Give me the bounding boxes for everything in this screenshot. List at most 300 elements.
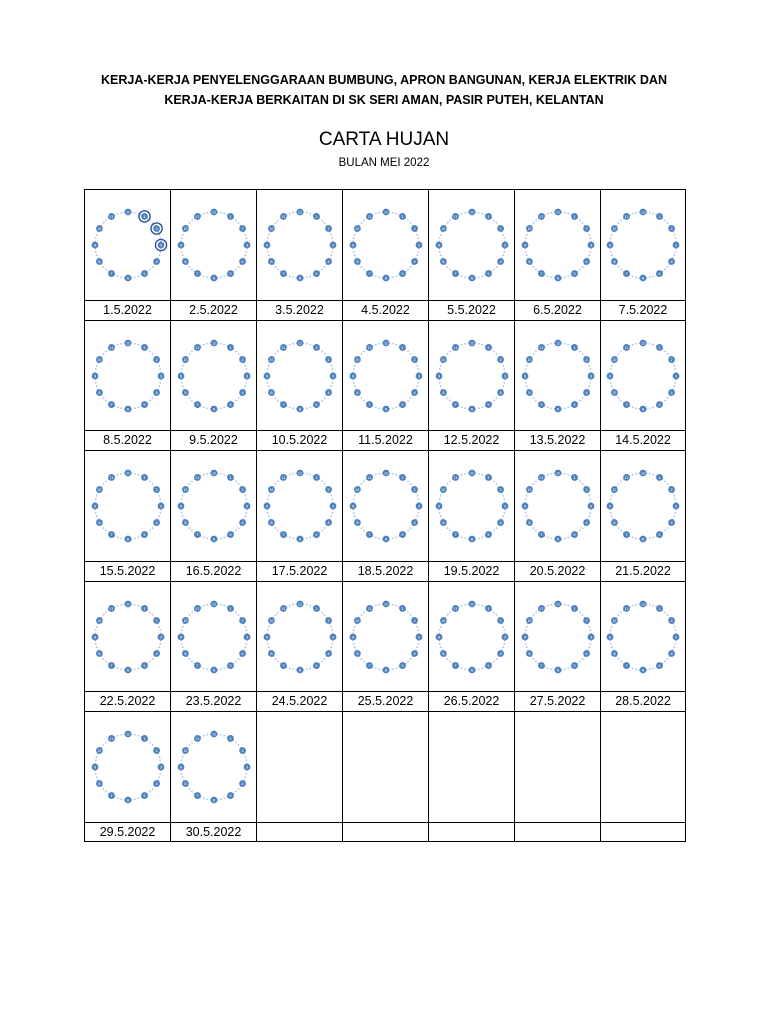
hour-label: 11 <box>280 214 286 219</box>
minute-dot <box>532 614 534 616</box>
minute-dot <box>120 603 122 605</box>
minute-dot <box>95 646 97 648</box>
minute-dot <box>105 220 107 222</box>
hour-label: 11 <box>194 214 200 219</box>
minute-dot <box>481 474 483 476</box>
hour-marker <box>329 633 336 640</box>
minute-dot <box>667 483 669 485</box>
minute-dot <box>416 646 418 648</box>
minute-dot <box>95 515 97 517</box>
hour-marker <box>485 531 492 538</box>
minute-dot <box>180 368 182 370</box>
hour-marker <box>182 225 189 232</box>
day-cell <box>170 450 256 561</box>
minute-dot <box>151 483 153 485</box>
minute-dot <box>588 385 590 387</box>
minute-dot <box>292 537 294 539</box>
minute-dot <box>323 483 325 485</box>
hour-marker <box>325 650 332 657</box>
minute-dot <box>180 381 182 383</box>
day-date-label: 11.5.2022 <box>342 430 428 450</box>
hour-label: 12 <box>297 471 302 476</box>
minute-dot <box>181 254 183 256</box>
minute-dot <box>502 254 504 256</box>
hour-marker <box>587 503 594 510</box>
minute-dot <box>94 368 96 370</box>
hour-label: 1 <box>486 344 490 350</box>
minute-dot <box>674 642 676 644</box>
minute-dot <box>378 473 380 475</box>
day-cell <box>428 450 514 561</box>
minute-dot <box>632 536 634 538</box>
hour-label: 12 <box>211 732 216 737</box>
minute-dot <box>493 611 495 613</box>
minute-dot <box>219 668 221 670</box>
hour-label: 9 <box>179 764 182 770</box>
minute-dot <box>120 212 122 214</box>
hour-marker <box>349 242 356 249</box>
minute-dot <box>223 667 225 669</box>
minute-dot <box>567 406 569 408</box>
minute-dot <box>206 212 208 214</box>
hour-label: 8 <box>97 519 101 525</box>
minute-dot <box>460 213 462 215</box>
minute-dot <box>331 368 333 370</box>
minute-dot <box>588 254 590 256</box>
minute-dot <box>133 603 135 605</box>
minute-dot <box>449 611 451 613</box>
minute-dot <box>323 614 325 616</box>
hour-marker <box>239 519 246 526</box>
minute-dot <box>360 527 362 529</box>
minute-dot <box>446 483 448 485</box>
hour-marker <box>280 401 287 408</box>
minute-dot <box>439 234 441 236</box>
hour-label: 9 <box>179 242 182 248</box>
hour-label: 8 <box>355 258 359 264</box>
minute-dot <box>363 220 365 222</box>
minute-dot <box>323 222 325 224</box>
hour-label: 1 <box>400 213 404 219</box>
minute-dot <box>563 212 565 214</box>
hour-label: 12 <box>469 340 474 345</box>
hour-label: 8 <box>97 389 101 395</box>
minute-dot <box>181 756 183 758</box>
minute-dot <box>493 399 495 401</box>
hour-marker <box>501 503 508 510</box>
hour-marker <box>526 486 533 493</box>
hour-marker <box>366 213 373 220</box>
hour-label: 2 <box>326 356 330 362</box>
hour-label: 2 <box>670 356 673 362</box>
hour-clock <box>174 205 254 285</box>
hour-marker <box>411 389 418 396</box>
hour-label: 11 <box>280 345 286 350</box>
hour-clock <box>174 597 254 677</box>
day-date-label: 15.5.2022 <box>84 561 170 581</box>
hour-marker <box>280 605 287 612</box>
day-date-label: 24.5.2022 <box>256 691 342 711</box>
hour-label: 5 <box>486 401 490 407</box>
minute-dot <box>331 512 333 514</box>
day-cell <box>600 189 686 300</box>
minute-dot <box>292 407 294 409</box>
hour-marker <box>668 258 675 265</box>
minute-dot <box>120 798 122 800</box>
day-date-label: 2.5.2022 <box>170 300 256 320</box>
hour-label: 5 <box>572 401 576 407</box>
minute-dot <box>477 473 479 475</box>
hour-label: 5 <box>142 792 146 798</box>
minute-dot <box>581 614 583 616</box>
hour-marker <box>182 747 189 754</box>
day-cell <box>514 581 600 691</box>
hour-label: 3 <box>331 242 334 248</box>
hour-marker <box>354 617 361 624</box>
minute-dot <box>673 625 675 627</box>
hour-label: 2 <box>412 617 416 623</box>
minute-dot <box>667 527 669 529</box>
minute-dot <box>277 530 279 532</box>
chart-title: CARTA HUJAN <box>318 129 450 150</box>
minute-dot <box>274 658 276 660</box>
minute-dot <box>481 667 483 669</box>
minute-dot <box>116 604 118 606</box>
hour-marker <box>656 401 663 408</box>
hour-label: 2 <box>326 486 330 492</box>
hour-marker <box>656 213 663 220</box>
minute-dot <box>120 276 122 278</box>
minute-dot <box>588 625 590 627</box>
minute-dot <box>378 342 380 344</box>
hour-marker <box>571 344 578 351</box>
minute-dot <box>137 275 139 277</box>
hour-marker <box>366 531 373 538</box>
hour-marker <box>313 605 320 612</box>
minute-dot <box>581 658 583 660</box>
document-heading-line-1: KERJA-KERJA PENYELENGGARAAN BUMBUNG, APRON BANGUNAN, KERJA ELEKTRIK DAN <box>100 73 667 87</box>
hour-label: 9 <box>437 503 440 509</box>
hour-label: 8 <box>527 258 531 264</box>
minute-dot <box>635 212 637 214</box>
hour-label: 3 <box>245 372 248 378</box>
minute-dot <box>493 660 495 662</box>
hour-label: 3 <box>159 242 162 248</box>
minute-dot <box>360 397 362 399</box>
hour-marker <box>583 519 590 526</box>
hour-marker <box>268 617 275 624</box>
minute-dot <box>374 343 376 345</box>
hour-label: 7 <box>281 270 285 276</box>
minute-dot <box>449 481 451 483</box>
hour-label: 4 <box>670 650 673 656</box>
hour-label: 4 <box>326 258 330 264</box>
hour-label: 12 <box>555 601 560 606</box>
hour-marker <box>138 211 149 222</box>
hour-label: 1 <box>658 605 661 611</box>
hour-label: 1 <box>314 344 318 350</box>
minute-dot <box>546 213 548 215</box>
minute-dot <box>363 611 365 613</box>
hour-label: 3 <box>589 242 592 248</box>
minute-dot <box>581 397 583 399</box>
minute-dot <box>120 473 122 475</box>
hour-label: 11 <box>108 475 114 480</box>
hour-label: 12 <box>125 210 130 215</box>
minute-dot <box>618 353 620 355</box>
hour-label: 9 <box>437 633 440 639</box>
hour-label: 4 <box>584 258 588 264</box>
minute-dot <box>502 385 504 387</box>
hour-label: 1 <box>228 474 232 480</box>
hour-label: 9 <box>437 242 440 248</box>
minute-dot <box>417 381 419 383</box>
minute-dot <box>133 212 135 214</box>
minute-dot <box>288 275 290 277</box>
minute-dot <box>105 742 107 744</box>
hour-marker <box>124 536 131 543</box>
hour-marker <box>526 519 533 526</box>
minute-dot <box>137 797 139 799</box>
minute-dot <box>219 734 221 736</box>
minute-dot <box>137 536 139 538</box>
minute-dot <box>374 213 376 215</box>
hour-clock <box>518 466 598 546</box>
minute-dot <box>409 353 411 355</box>
minute-dot <box>102 614 104 616</box>
hour-marker <box>141 735 148 742</box>
minute-dot <box>149 481 151 483</box>
hour-label: 2 <box>498 356 502 362</box>
minute-dot <box>360 266 362 268</box>
minute-dot <box>503 381 505 383</box>
hour-marker <box>194 474 201 481</box>
day-cell <box>170 581 256 691</box>
minute-dot <box>589 237 591 239</box>
minute-dot <box>391 407 393 409</box>
minute-dot <box>102 744 104 746</box>
minute-dot <box>664 481 666 483</box>
minute-dot <box>266 237 268 239</box>
minute-dot <box>525 254 527 256</box>
minute-dot <box>188 744 190 746</box>
minute-dot <box>331 629 333 631</box>
minute-dot <box>550 668 552 670</box>
hour-label: 10 <box>526 487 531 492</box>
hour-marker <box>177 372 184 379</box>
hour-marker <box>243 372 250 379</box>
minute-dot <box>477 276 479 278</box>
minute-dot <box>206 537 208 539</box>
minute-dot <box>158 495 160 497</box>
hour-label: 8 <box>97 780 101 786</box>
hour-clock <box>603 466 683 546</box>
minute-dot <box>620 611 622 613</box>
hour-marker <box>485 270 492 277</box>
minute-dot <box>360 483 362 485</box>
minute-dot <box>438 642 440 644</box>
hour-label: 1 <box>572 213 576 219</box>
hour-marker <box>611 356 618 363</box>
hour-marker <box>239 356 246 363</box>
hour-marker <box>96 780 103 787</box>
hour-label: 2 <box>154 356 158 362</box>
minute-dot <box>277 660 279 662</box>
hour-marker <box>411 486 418 493</box>
minute-dot <box>219 212 221 214</box>
minute-dot <box>95 254 97 256</box>
minute-dot <box>237 397 239 399</box>
hour-label: 8 <box>269 650 273 656</box>
minute-dot <box>460 667 462 669</box>
minute-dot <box>567 536 569 538</box>
hour-label: 8 <box>613 519 616 525</box>
hour-label: 4 <box>412 650 416 656</box>
minute-dot <box>674 512 676 514</box>
minute-dot <box>525 495 527 497</box>
minute-dot <box>352 251 354 253</box>
hour-marker <box>239 486 246 493</box>
minute-dot <box>305 212 307 214</box>
minute-dot <box>267 495 269 497</box>
hour-marker <box>435 372 442 379</box>
hour-label: 10 <box>182 226 187 231</box>
minute-dot <box>535 269 537 271</box>
hour-marker <box>538 213 545 220</box>
minute-dot <box>374 406 376 408</box>
minute-dot <box>409 397 411 399</box>
minute-dot <box>417 251 419 253</box>
day-cell <box>514 711 600 822</box>
minute-dot <box>181 776 183 778</box>
minute-dot <box>546 406 548 408</box>
hour-clock <box>432 205 512 285</box>
hour-marker <box>182 617 189 624</box>
hour-label: 3 <box>589 503 592 509</box>
day-date-label: 19.5.2022 <box>428 561 514 581</box>
minute-dot <box>535 530 537 532</box>
day-date-label: 13.5.2022 <box>514 430 600 450</box>
hour-label: 12 <box>297 601 302 606</box>
hour-label: 4 <box>584 519 588 525</box>
hour-clock <box>174 466 254 546</box>
hour-label: 1 <box>658 344 661 350</box>
minute-dot <box>94 512 96 514</box>
minute-dot <box>502 515 504 517</box>
minute-dot <box>223 406 225 408</box>
hour-marker <box>538 344 545 351</box>
minute-dot <box>245 368 247 370</box>
minute-dot <box>159 512 161 514</box>
hour-marker <box>108 605 115 612</box>
minute-dot <box>292 342 294 344</box>
hour-marker <box>501 372 508 379</box>
minute-dot <box>330 254 332 256</box>
minute-dot <box>202 536 204 538</box>
hour-marker <box>124 600 131 607</box>
hour-label: 11 <box>452 475 458 480</box>
hour-marker <box>108 735 115 742</box>
minute-dot <box>95 234 97 236</box>
hour-label: 4 <box>584 650 588 656</box>
minute-dot <box>94 773 96 775</box>
minute-dot <box>206 734 208 736</box>
hour-marker <box>497 389 504 396</box>
minute-dot <box>353 254 355 256</box>
hour-marker <box>382 600 389 607</box>
minute-dot <box>579 350 581 352</box>
hour-marker <box>182 486 189 493</box>
minute-dot <box>567 213 569 215</box>
hour-label: 12 <box>383 471 388 476</box>
minute-dot <box>94 237 96 239</box>
hour-marker <box>124 731 131 738</box>
minute-dot <box>581 527 583 529</box>
hour-label: 4 <box>240 519 244 525</box>
minute-dot <box>105 530 107 532</box>
minute-dot <box>446 397 448 399</box>
hour-label: 1 <box>228 344 232 350</box>
minute-dot <box>116 474 118 476</box>
minute-dot <box>464 668 466 670</box>
minute-dot <box>417 512 419 514</box>
hour-marker <box>468 405 475 412</box>
hour-marker <box>296 339 303 346</box>
hour-marker <box>526 225 533 232</box>
hour-label: 11 <box>194 475 200 480</box>
hour-marker <box>182 780 189 787</box>
hour-marker <box>124 339 131 346</box>
hour-marker <box>668 486 675 493</box>
hour-marker <box>177 242 184 249</box>
minute-dot <box>305 473 307 475</box>
minute-dot <box>673 646 675 648</box>
hour-label: 12 <box>555 210 560 215</box>
hour-marker <box>440 389 447 396</box>
hour-label: 2 <box>670 225 673 231</box>
hour-marker <box>485 213 492 220</box>
minute-dot <box>524 368 526 370</box>
minute-dot <box>417 368 419 370</box>
hour-label: 5 <box>228 662 232 668</box>
minute-dot <box>105 660 107 662</box>
minute-dot <box>493 350 495 352</box>
day-cell <box>514 450 600 561</box>
minute-dot <box>202 474 204 476</box>
hour-label: 7 <box>539 401 543 407</box>
day-cell <box>256 320 342 430</box>
hour-marker <box>640 536 647 543</box>
hour-clock <box>174 727 254 807</box>
hour-label: 3 <box>245 242 248 248</box>
minute-dot <box>589 629 591 631</box>
minute-dot <box>219 407 221 409</box>
minute-dot <box>330 234 332 236</box>
minute-dot <box>502 234 504 236</box>
minute-dot <box>652 275 654 277</box>
hour-marker <box>157 372 164 379</box>
minute-dot <box>502 364 504 366</box>
hour-label: 3 <box>159 764 162 770</box>
minute-dot <box>331 642 333 644</box>
hour-marker <box>623 605 630 612</box>
minute-dot <box>151 266 153 268</box>
hour-label: 12 <box>297 210 302 215</box>
minute-dot <box>395 275 397 277</box>
hour-marker <box>382 666 389 673</box>
minute-dot <box>550 276 552 278</box>
hour-clock <box>346 205 426 285</box>
